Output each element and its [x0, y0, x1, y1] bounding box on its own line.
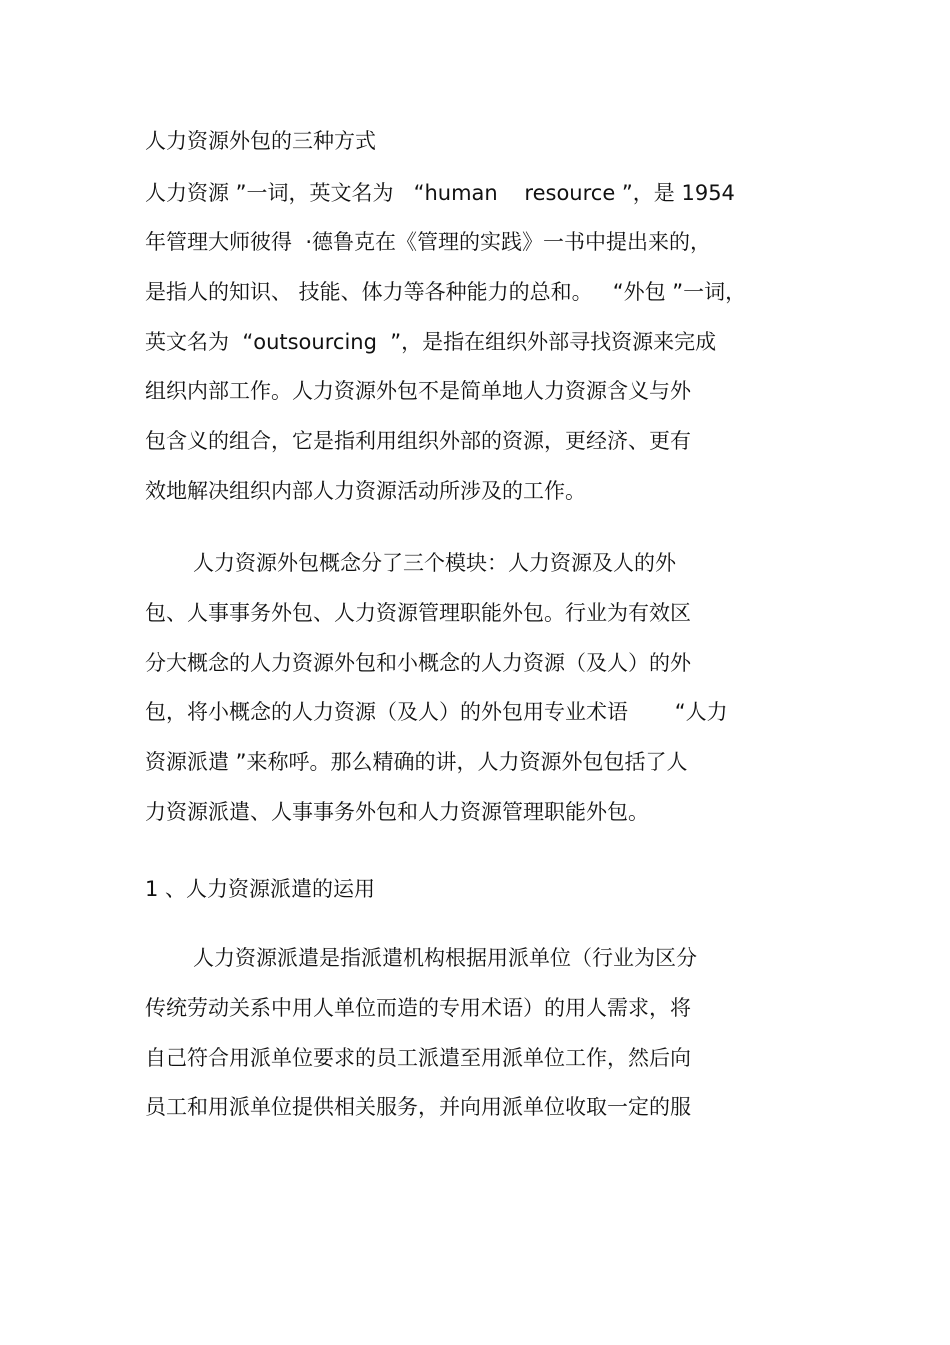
paragraph-1-line-4: 英文名为 “outsourcing ”，是指在组织外部寻找资源来完成: [145, 330, 717, 354]
paragraph-1-line-5: 组织内部工作。人力资源外包不是简单地人力资源含义与外: [145, 379, 691, 403]
document-title: 人力资源外包的三种方式: [145, 129, 376, 153]
paragraph-2-line-6: 力资源派遣、人事事务外包和人力资源管理职能外包。: [145, 800, 649, 824]
paragraph-2-line-5: 资源派遣 ”来称呼。那么精确的讲，人力资源外包包括了人: [145, 750, 688, 774]
paragraph-2-line-2: 包、人事事务外包、人力资源管理职能外包。行业为有效区: [145, 601, 691, 625]
paragraph-3-line-2: 传统劳动关系中用人单位而造的专用术语）的用人需求，将: [145, 996, 691, 1020]
paragraph-1-line-2: 年管理大师彼得 ·德鲁克在《管理的实践》一书中提出来的，: [145, 230, 712, 254]
section-1-heading: 1 、人力资源派遣的运用: [145, 877, 376, 901]
paragraph-3-line-1: 人力资源派遣是指派遣机构根据用派单位（行业为区分: [193, 946, 697, 970]
paragraph-1-line-6: 包含义的组合，它是指利用组织外部的资源，更经济、更有: [145, 429, 691, 453]
paragraph-2-line-4: 包，将小概念的人力资源（及人）的外包用专业术语 “人力: [145, 700, 728, 724]
paragraph-2-line-3: 分大概念的人力资源外包和小概念的人力资源（及人）的外: [145, 651, 691, 675]
paragraph-1-line-1: 人力资源 ”一词，英文名为 “human resource ”，是 1954: [145, 181, 735, 205]
paragraph-3-line-4: 员工和用派单位提供相关服务，并向用派单位收取一定的服: [145, 1095, 691, 1119]
paragraph-2-line-1: 人力资源外包概念分了三个模块：人力资源及人的外: [193, 551, 676, 575]
paragraph-3-line-3: 自己符合用派单位要求的员工派遣至用派单位工作，然后向: [145, 1046, 691, 1070]
paragraph-1-line-3: 是指人的知识、 技能、体力等各种能力的总和。 “外包 ”一词，: [145, 280, 747, 304]
paragraph-1-line-7: 效地解决组织内部人力资源活动所涉及的工作。: [145, 479, 586, 503]
